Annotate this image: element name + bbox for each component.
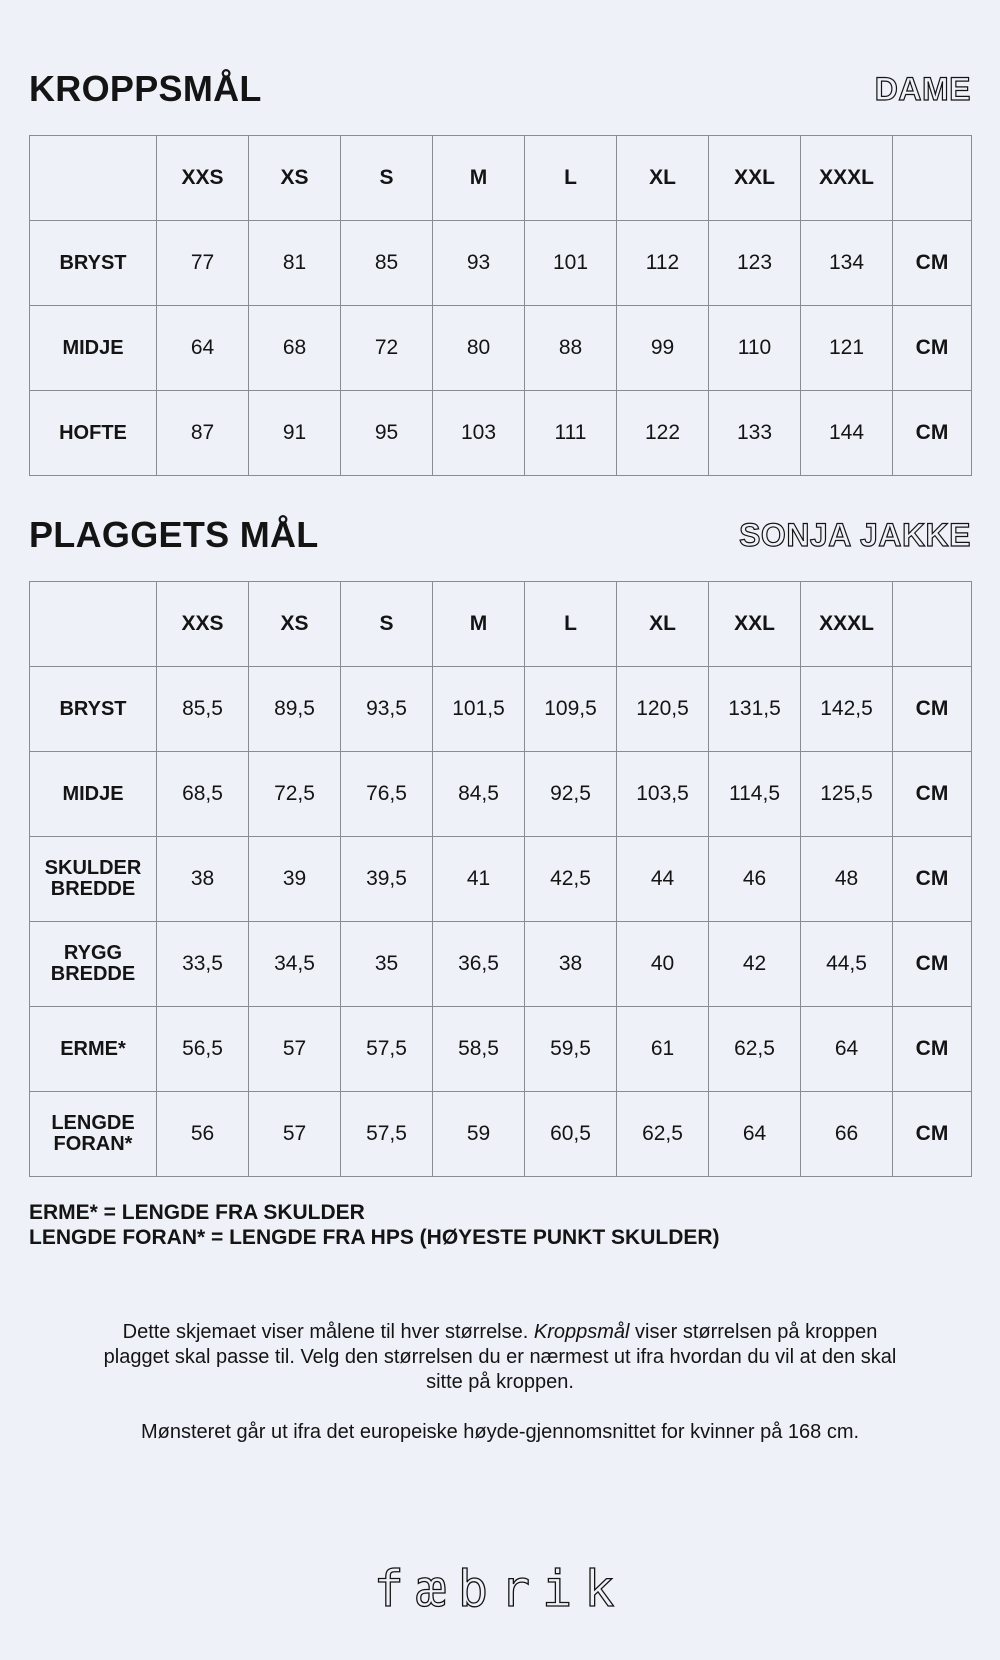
measurement-cell: 40 [617,922,709,1007]
unit-header-cell [893,582,972,667]
measurement-cell: 56 [157,1092,249,1177]
unit-cell: CM [893,837,972,922]
measurement-cell: 58,5 [433,1007,525,1092]
measurement-cell: 85 [341,221,433,306]
description-emphasis: Kroppsmål [533,1321,630,1343]
body-measurements-title: KROPPSMÅL [29,68,262,109]
unit-cell: CM [893,221,972,306]
measurement-cell: 144 [801,391,893,476]
measurement-cell: 60,5 [525,1092,617,1177]
size-header: S [341,582,433,667]
row-label: HOFTE [30,391,157,476]
measurement-cell: 92,5 [525,752,617,837]
measurement-cell: 125,5 [801,752,893,837]
measurement-cell: 87 [157,391,249,476]
measurement-cell: 33,5 [157,922,249,1007]
measurement-cell: 68,5 [157,752,249,837]
measurement-cell: 91 [249,391,341,476]
measurement-cell: 66 [801,1092,893,1177]
measurement-cell: 111 [525,391,617,476]
size-header: XL [617,136,709,221]
garment-measurements-table [29,581,972,1177]
table-row [30,221,972,306]
measurement-cell: 109,5 [525,667,617,752]
measurement-cell: 72 [341,306,433,391]
unit-header-cell [893,136,972,221]
size-header: XS [249,582,341,667]
measurement-cell: 46 [709,837,801,922]
measurement-cell: 110 [709,306,801,391]
measurement-cell: 95 [341,391,433,476]
measurement-cell: 64 [801,1007,893,1092]
measurement-cell: 38 [525,922,617,1007]
size-header: S [341,136,433,221]
size-header-row [30,582,972,667]
measurement-cell: 93 [433,221,525,306]
measurement-cell: 121 [801,306,893,391]
table-row [30,1092,972,1177]
measurement-cell: 84,5 [433,752,525,837]
measurement-cell: 42 [709,922,801,1007]
size-header: XXL [709,136,801,221]
measurement-cell: 39,5 [341,837,433,922]
description [100,1320,900,1445]
size-header-row [30,136,972,221]
measurement-cell: 34,5 [249,922,341,1007]
unit-cell: CM [893,391,972,476]
measurement-cell: 59,5 [525,1007,617,1092]
measurement-cell: 42,5 [525,837,617,922]
measurement-cell: 112 [617,221,709,306]
corner-cell [30,582,157,667]
measurement-cell: 120,5 [617,667,709,752]
measurement-cell: 80 [433,306,525,391]
measurement-cell: 61 [617,1007,709,1092]
unit-cell: CM [893,667,972,752]
measurement-cell: 76,5 [341,752,433,837]
measurement-cell: 68 [249,306,341,391]
size-header: XXS [157,582,249,667]
table-row [30,922,972,1007]
row-label: BRYST [30,667,157,752]
unit-cell: CM [893,306,972,391]
unit-cell: CM [893,1092,972,1177]
corner-cell [30,136,157,221]
table-row [30,752,972,837]
row-label: BRYST [30,221,157,306]
measurement-cell: 88 [525,306,617,391]
measurement-cell: 39 [249,837,341,922]
fabrik-logo: fæbrik [373,1560,627,1618]
table-row [30,391,972,476]
measurement-cell: 57 [249,1092,341,1177]
garment-measurements-title: PLAGGETS MÅL [29,514,319,555]
measurement-cell: 93,5 [341,667,433,752]
measurement-cell: 44 [617,837,709,922]
unit-cell: CM [893,922,972,1007]
measurement-cell: 99 [617,306,709,391]
row-label: RYGG BREDDE [30,922,157,1007]
size-header: XXS [157,136,249,221]
size-header: M [433,582,525,667]
body-measurements-table [29,135,972,476]
measurement-cell: 64 [157,306,249,391]
measurement-cell: 89,5 [249,667,341,752]
measurement-cell: 57 [249,1007,341,1092]
size-header: M [433,136,525,221]
row-label: MIDJE [30,752,157,837]
measurement-cell: 59 [433,1092,525,1177]
measurement-cell: 101,5 [433,667,525,752]
size-header: XXL [709,582,801,667]
unit-cell: CM [893,752,972,837]
measurement-cell: 36,5 [433,922,525,1007]
garment-name-tag: SONJA JAKKE [739,516,971,553]
measurement-cell: 48 [801,837,893,922]
measurement-cell: 103 [433,391,525,476]
body-measurements-header [29,68,971,110]
measurement-cell: 81 [249,221,341,306]
measurement-cell: 41 [433,837,525,922]
measurement-cell: 62,5 [617,1092,709,1177]
table-row [30,306,972,391]
size-header: L [525,136,617,221]
size-header: XXXL [801,582,893,667]
measurement-cell: 103,5 [617,752,709,837]
measurement-cell: 133 [709,391,801,476]
measurement-cell: 101 [525,221,617,306]
measurement-cell: 134 [801,221,893,306]
footnote-front-length: LENGDE FORAN* = LENGDE FRA HPS (HØYESTE PUNKT SKULDER) [29,1226,720,1249]
size-header: L [525,582,617,667]
size-header: XS [249,136,341,221]
unit-cell: CM [893,1007,972,1092]
measurement-cell: 123 [709,221,801,306]
gender-tag: DAME [874,70,971,107]
measurement-cell: 131,5 [709,667,801,752]
description-paragraph-2: Mønsteret går ut ifra det europeiske høyde-gjennomsnittet for kvinner på 168 cm. [140,1421,860,1443]
measurement-cell: 56,5 [157,1007,249,1092]
row-label: ERME* [30,1007,157,1092]
row-label: MIDJE [30,306,157,391]
measurement-cell: 44,5 [801,922,893,1007]
row-label: LENGDE FORAN* [30,1092,157,1177]
garment-measurements-header [29,514,971,556]
footnote-sleeve: ERME* = LENGDE FRA SKULDER [29,1201,365,1224]
size-header: XXXL [801,136,893,221]
row-label: SKULDER BREDDE [30,837,157,922]
table-row [30,837,972,922]
measurement-cell: 64 [709,1092,801,1177]
measurement-cell: 114,5 [709,752,801,837]
table-row [30,667,972,752]
measurement-cell: 85,5 [157,667,249,752]
measurement-cell: 122 [617,391,709,476]
measurement-cell: 77 [157,221,249,306]
description-paragraph-1: Dette skjemaet viser målene til hver størrelse. Kroppsmål viser størrelsen på kroppen plagget skal passe til. Velg den størrelsen du er nærmest ut ifra hvordan du vil at den skal sitte på kroppen. [103,1321,897,1393]
measurement-cell: 142,5 [801,667,893,752]
measurement-cell: 57,5 [341,1007,433,1092]
measurement-cell: 35 [341,922,433,1007]
footnotes [29,1200,720,1250]
measurement-cell: 38 [157,837,249,922]
table-row [30,1007,972,1092]
measurement-cell: 62,5 [709,1007,801,1092]
size-header: XL [617,582,709,667]
measurement-cell: 72,5 [249,752,341,837]
measurement-cell: 57,5 [341,1092,433,1177]
